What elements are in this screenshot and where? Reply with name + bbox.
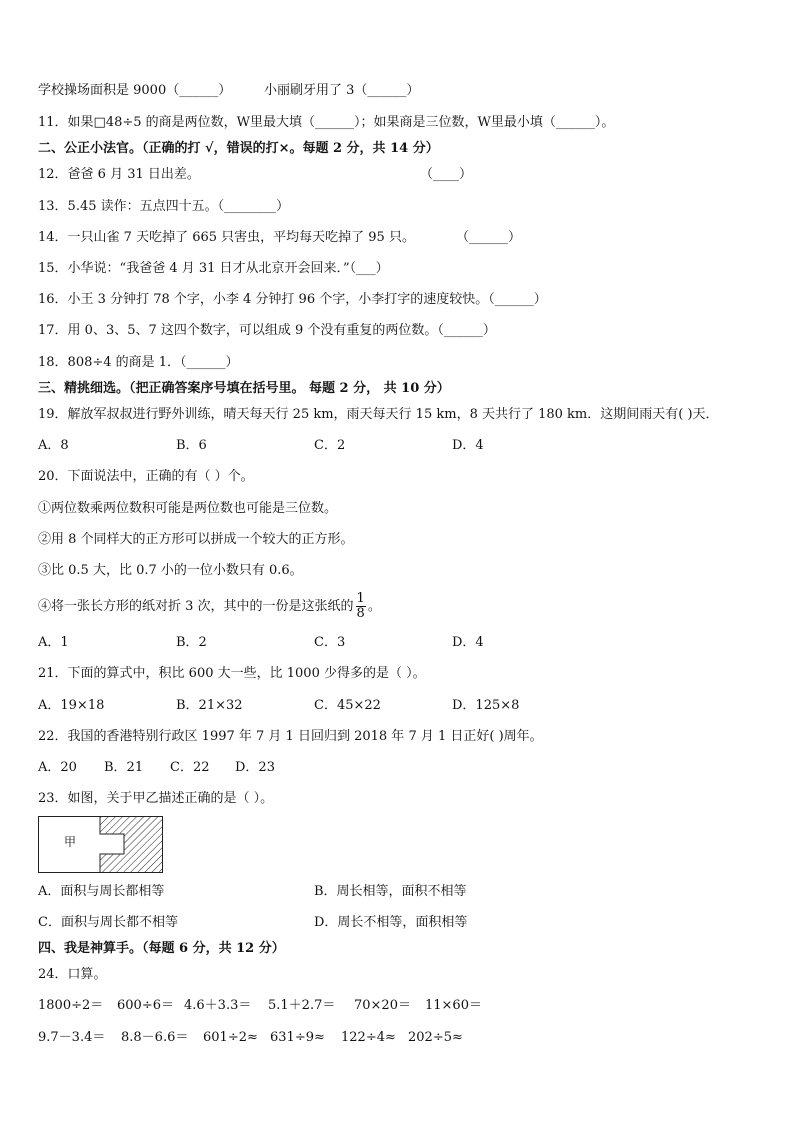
question-20: 20．下面说法中，正确的有（ ）个。 bbox=[38, 469, 254, 484]
option-a: A．8 bbox=[38, 438, 69, 453]
blank-brushing-time: 小丽刷牙用了 3（______） bbox=[264, 83, 420, 98]
option-a: A．19×18 bbox=[38, 698, 105, 713]
calc-item: 600÷6＝ bbox=[117, 998, 174, 1013]
question-18: 18．808÷4 的商是 1．（______） bbox=[38, 355, 239, 370]
calc-item: 1800÷2＝ bbox=[38, 998, 104, 1013]
question-19: 19．解放军叔叔进行野外训练，晴天每天行 25 km，雨天每天行 15 km，8 天共行了 180 km．这期间雨天有( )天． bbox=[38, 407, 719, 422]
fraction-denominator: 8 bbox=[356, 606, 365, 621]
calc-item: 122÷4≈ bbox=[341, 1030, 396, 1045]
option-d: D．4 bbox=[452, 635, 484, 650]
option-a: A．面积与周长都相等 bbox=[38, 884, 165, 899]
option-d: D．周长不相等，面积相等 bbox=[314, 915, 468, 930]
section-3-heading: 三、精挑细选。（把正确答案序号填在括号里。 每题 2 分， 共 10 分） bbox=[38, 381, 450, 396]
option-b: B．21 bbox=[104, 760, 144, 775]
calc-item: 11×60＝ bbox=[425, 998, 482, 1013]
option-d: D．125×8 bbox=[452, 698, 520, 713]
statement-4-end: 。 bbox=[367, 599, 381, 614]
statement-4 bbox=[38, 592, 381, 622]
question-24: 24．口算。 bbox=[38, 967, 107, 982]
option-a: A．20 bbox=[38, 760, 77, 775]
question-17: 17．用 0、3、5、7 这四个数字，可以组成 9 个没有重复的两位数。（______） bbox=[38, 323, 496, 338]
question-14-text: 14．一只山雀 7 天吃掉了 665 只害虫，平均每天吃掉了 95 只。 bbox=[38, 230, 415, 245]
shape-yi bbox=[100, 817, 163, 873]
question-22: 22．我国的香港特别行政区 1997 年 7 月 1 日回归到 2018 年 7 月 1 日正好( )周年。 bbox=[38, 729, 543, 744]
option-b: B．2 bbox=[176, 635, 207, 650]
question-14-answer-blank: （______） bbox=[456, 230, 522, 245]
question-16: 16．小王 3 分钟打 78 个字，小李 4 分钟打 96 个字，小李打字的速度较快。（______） bbox=[38, 292, 547, 307]
option-b: B．周长相等，面积不相等 bbox=[314, 884, 467, 899]
calc-item: 70×20＝ bbox=[354, 998, 411, 1013]
option-c: C．3 bbox=[314, 635, 346, 650]
section-4-heading: 四、我是神算手。（每题 6 分，共 12 分） bbox=[38, 941, 285, 956]
label-jia: 甲 bbox=[64, 835, 77, 849]
option-a: A．1 bbox=[38, 635, 69, 650]
statement-3: ③比 0.5 大，比 0.7 小的一位小数只有 0.6。 bbox=[38, 563, 303, 578]
option-b: B．6 bbox=[176, 438, 207, 453]
option-d: D．4 bbox=[452, 438, 484, 453]
calc-item: 4.6＋3.3＝ bbox=[184, 998, 252, 1013]
option-b: B．21×32 bbox=[176, 698, 243, 713]
option-d: D．23 bbox=[235, 760, 275, 775]
shape-figure bbox=[38, 816, 164, 874]
question-13: 13．5.45 读作：五点四十五。（________） bbox=[38, 199, 290, 214]
calc-item: 202÷5≈ bbox=[408, 1030, 463, 1045]
question-12-text: 12．爸爸 6 月 31 日出差。 bbox=[38, 167, 200, 182]
line-area-units bbox=[38, 82, 420, 100]
question-15: 15．小华说：“我爸爸 4 月 31 日才从北京开会回来．”（___） bbox=[38, 261, 389, 276]
fraction-numerator: 1 bbox=[356, 591, 365, 606]
option-c: C．面积与周长都不相等 bbox=[38, 915, 178, 930]
calc-item: 601÷2≈ bbox=[203, 1030, 258, 1045]
question-12-answer-blank: （____） bbox=[420, 167, 473, 182]
option-c: C．45×22 bbox=[314, 698, 381, 713]
question-14 bbox=[38, 229, 522, 247]
calc-item: 8.8－6.6＝ bbox=[121, 1030, 189, 1045]
option-c: C．2 bbox=[314, 438, 346, 453]
question-21: 21．下面的算式中，积比 600 大一些，比 1000 少得多的是（ ）。 bbox=[38, 666, 426, 681]
statement-2: ②用 8 个同样大的正方形可以拼成一个较大的正方形。 bbox=[38, 532, 354, 547]
option-c: C．22 bbox=[170, 760, 210, 775]
statement-4-text: ④将一张长方形的纸对折 3 次，其中的一份是这张纸的 bbox=[38, 599, 354, 614]
question-23: 23．如图，关于甲乙描述正确的是（ ）。 bbox=[38, 791, 274, 806]
statement-1: ①两位数乘两位数积可能是两位数也可能是三位数。 bbox=[38, 501, 338, 516]
question-11: 11．如果□48÷5 的商是两位数，W里最大填（______）；如果商是三位数，W里最小填（______）。 bbox=[38, 115, 615, 130]
calc-item: 9.7－3.4＝ bbox=[38, 1030, 106, 1045]
calc-item: 5.1＋2.7＝ bbox=[268, 998, 336, 1013]
calc-item: 631÷9≈ bbox=[270, 1030, 325, 1045]
question-12 bbox=[38, 166, 473, 184]
section-2-heading: 二、公正小法官。（正确的打 √，错误的打×。每题 2 分，共 14 分） bbox=[38, 141, 439, 156]
blank-playground-area: 学校操场面积是 9000（______） bbox=[38, 83, 232, 98]
fraction-one-eighth bbox=[356, 592, 366, 621]
